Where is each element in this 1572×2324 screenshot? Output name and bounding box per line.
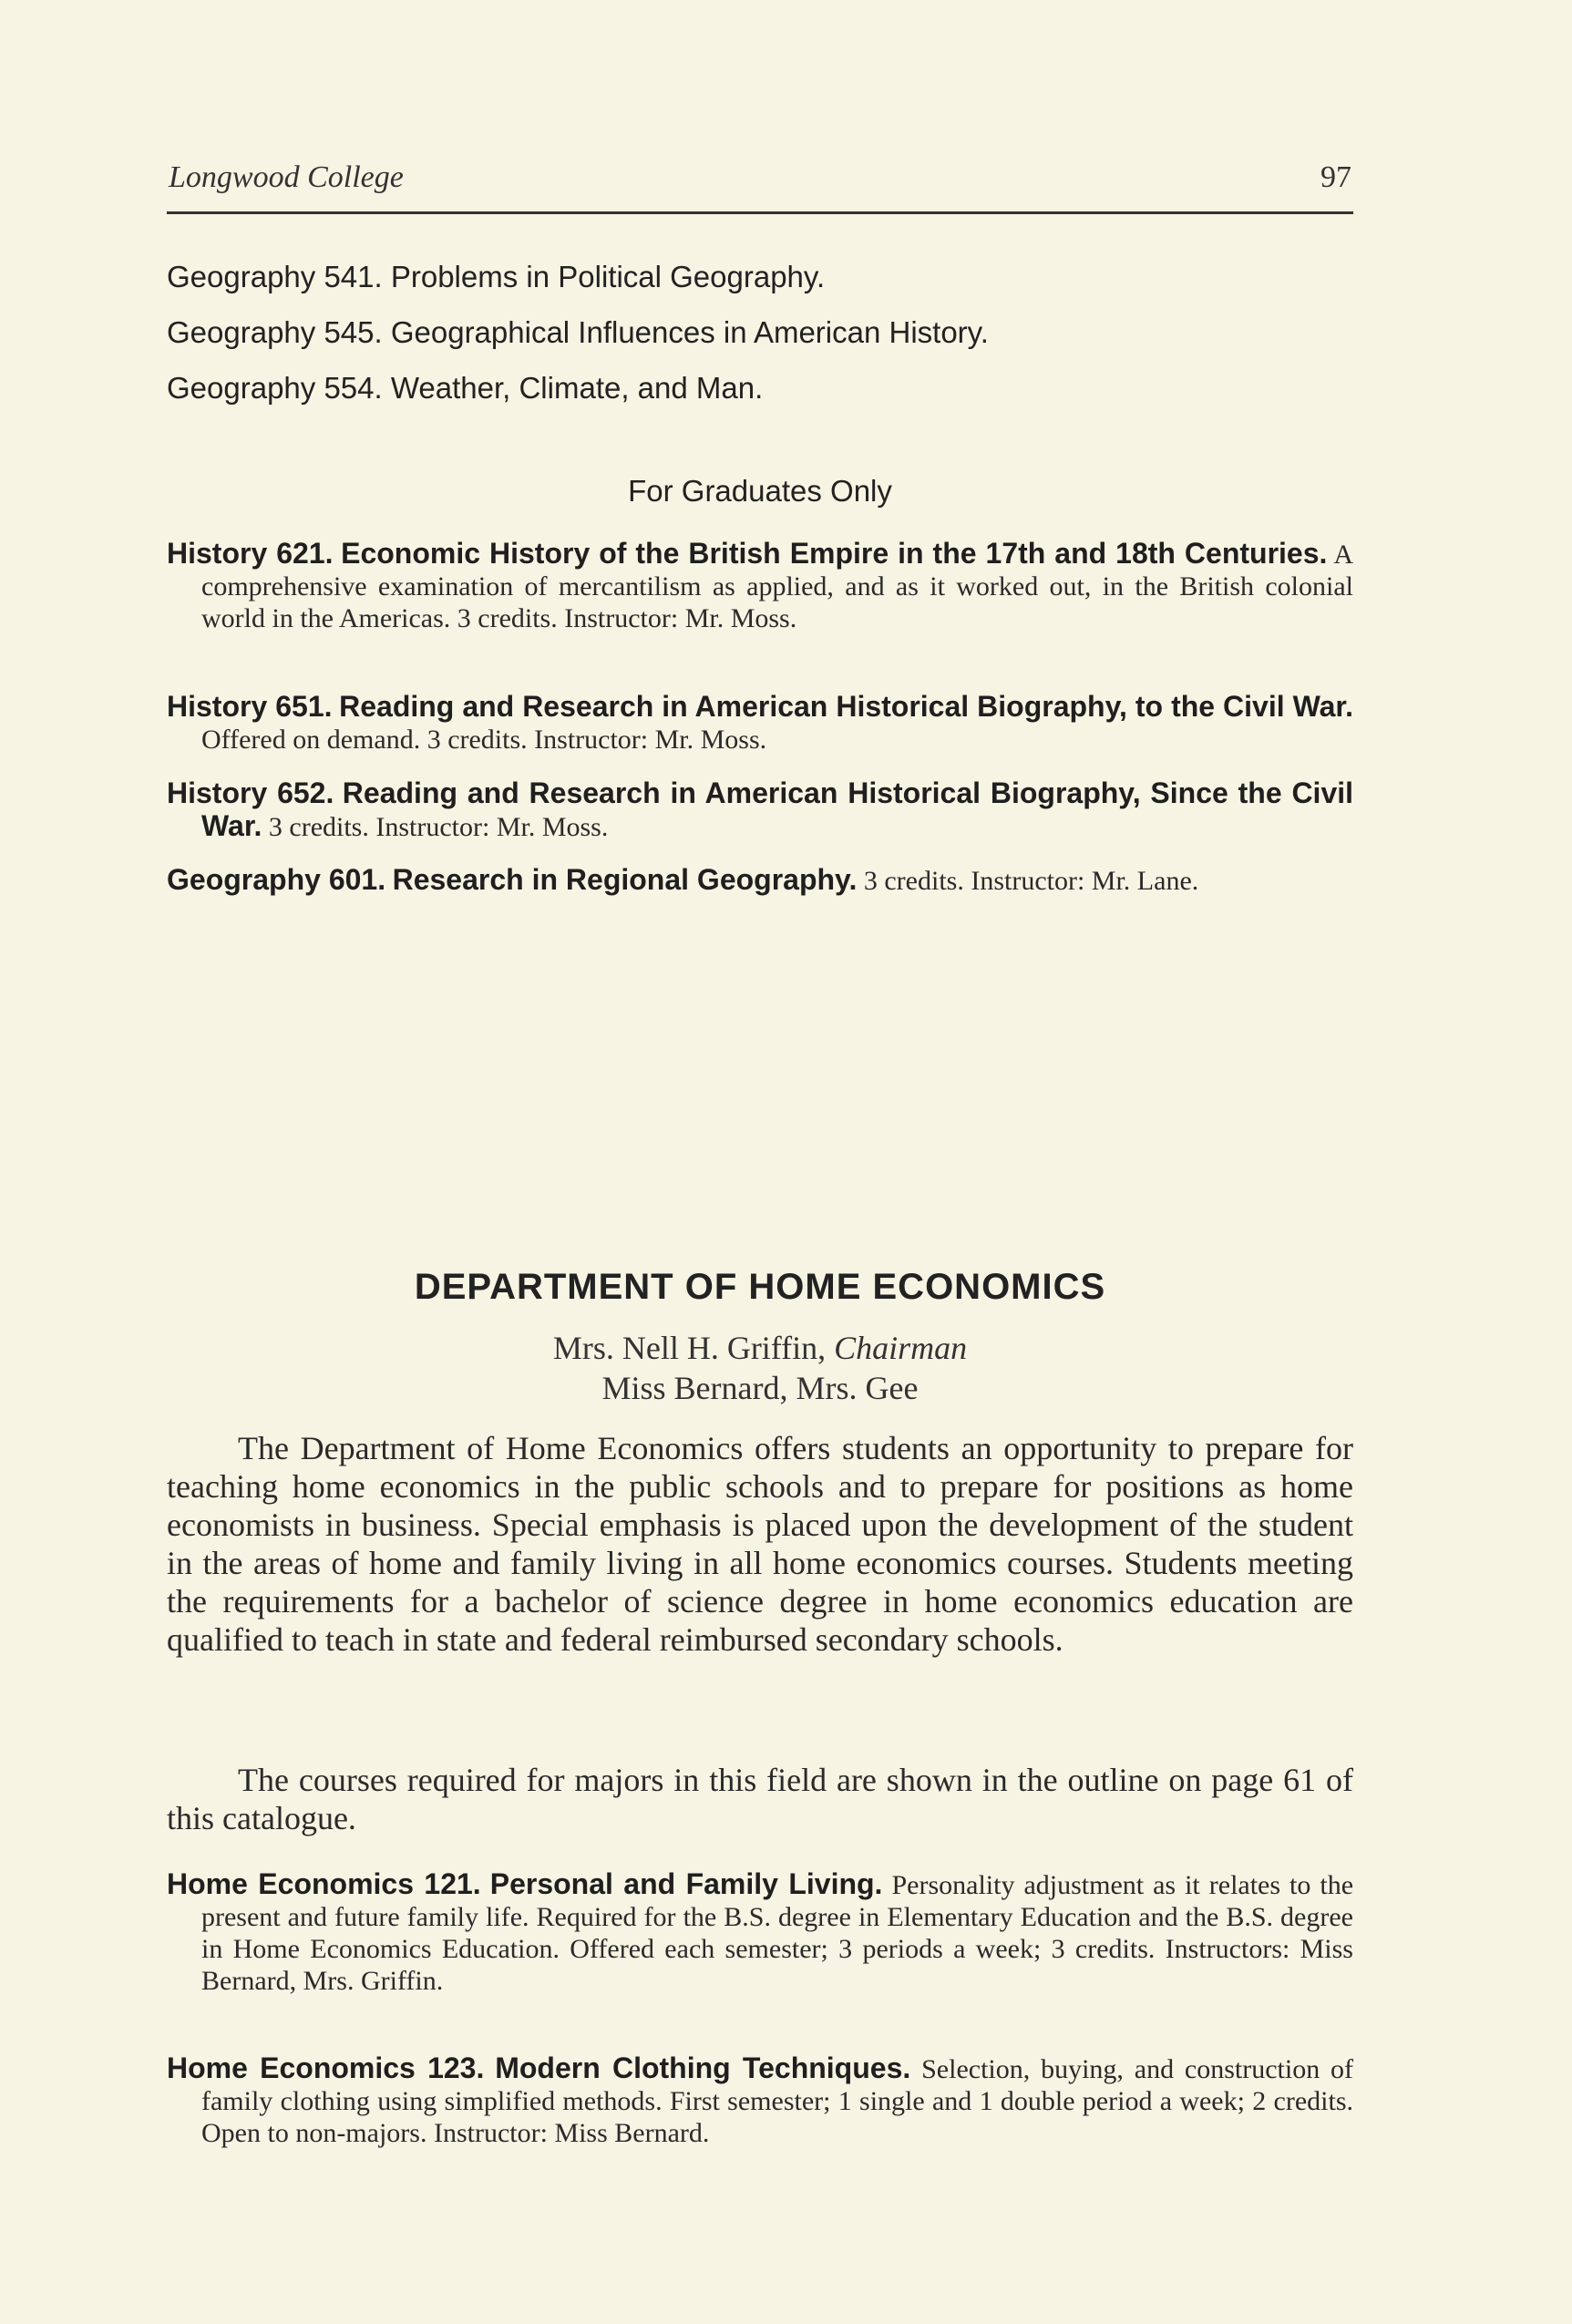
running-header [167, 155, 1353, 214]
department-heading: DEPARTMENT OF HOME ECONOMICS [414, 1267, 1106, 1307]
course-geography-541: Geography 541. Problems in Political Geography. [167, 260, 826, 293]
page-number: 97 [1320, 160, 1351, 194]
graduates-only-heading: For Graduates Only [628, 474, 892, 508]
course-geography-545: Geography 545. Geographical Influences in American History. [167, 315, 989, 349]
catalog-page [167, 155, 1354, 2148]
course-geography-554: Geography 554. Weather, Climate, and Man. [167, 371, 764, 405]
running-head-title: Longwood College [169, 160, 404, 194]
course-history-652: History 652. Reading and Research in American Historical Biography, Since the Civil War. 3 credits. Instructor: Mr. Moss. [167, 776, 1354, 842]
course-home-economics-123: Home Economics 123. Modern Clothing Techniques. Selection, buying, and construction of family clothing using simplified methods. First semester; 1 single and 1 double period a week; 2 credits. Open to non-majors. Instructor: Miss Bernard. [167, 2051, 1354, 2148]
course-home-economics-121: Home Economics 121. Personal and Family Living. Personality adjustment as it relates to the present and future family life. Required for the B.S. degree in Elementary Education and the B.S. degree in Home Economics Education. Offered each semester; 3 periods a week; 3 credits. Instructors: Miss Bernard, Mrs. Griffin. [167, 1867, 1354, 1996]
course-history-621: History 621. Economic History of the British Empire in the 17th and 18th Centuries. A comprehensive examination of mercantilism as applied, and as it worked out, in the British colonial world in the Americas. 3 credits. Instructor: Mr. Moss. [167, 537, 1354, 633]
course-history-651: History 651. Reading and Research in American Historical Biography, to the Civil War. Offered on demand. 3 credits. Instructor: Mr. Moss. [167, 690, 1354, 755]
department-chair: Mrs. Nell H. Griffin, Chairman [552, 1330, 968, 1366]
department-majors-paragraph: The courses required for majors in this field are shown in the outline on page 61 of this catalogue. [167, 1762, 1353, 1836]
department-staff: Miss Bernard, Mrs. Gee [601, 1370, 919, 1406]
course-geography-601: Geography 601. Research in Regional Geography. 3 credits. Instructor: Mr. Lane. [167, 863, 1199, 896]
department-intro-paragraph: The Department of Home Economics offers students an opportunity to prepare for teaching home economics in the public schools and to prepare for positions as home economists in business. Special emphasis is placed upon the development of the student in the areas of home and family living in all home economics courses. Students meeting the requirements for a bachelor of science degree in home economics education are qualified to teach in state and federal reimbursed secondary schools. [167, 1430, 1353, 1658]
